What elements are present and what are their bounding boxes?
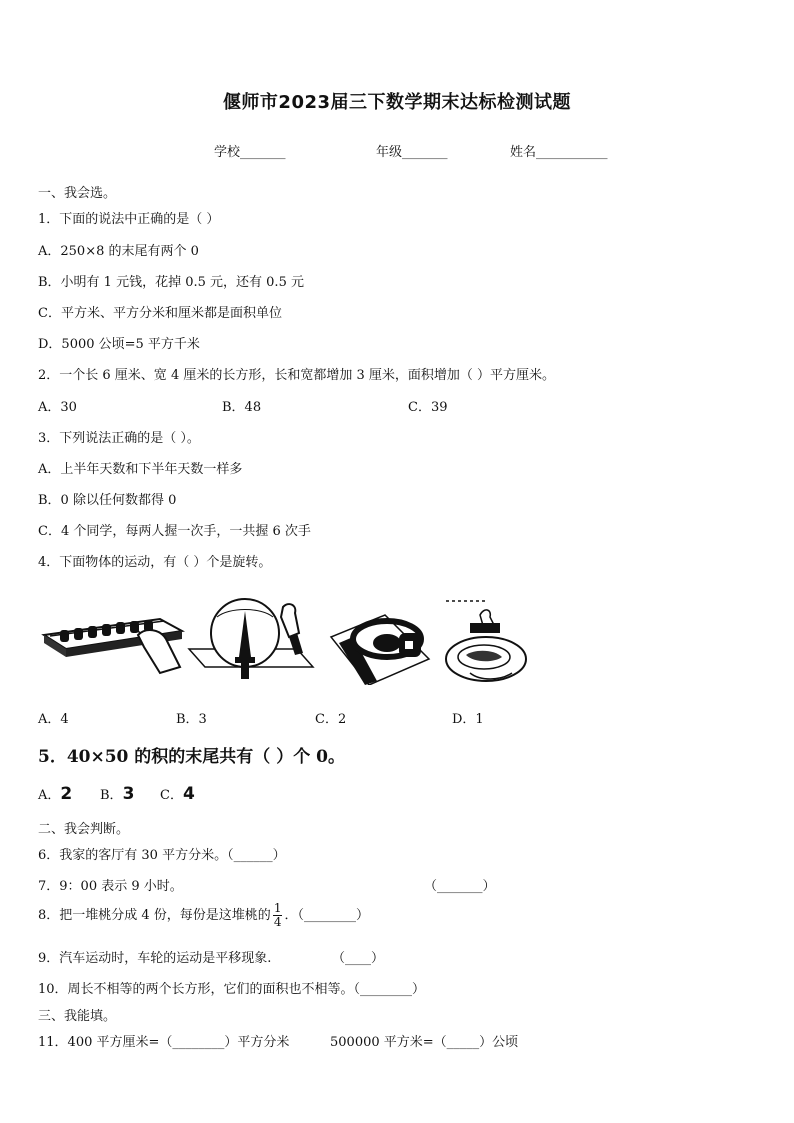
q4-option-c: C．2 xyxy=(315,712,347,727)
q8-text-before: 8．把一堆桃分成 4 份，每份是这堆桃的 xyxy=(38,908,271,923)
q1-option-b: B．小明有 1 元钱，花掉 0.5 元，还有 0.5 元 xyxy=(38,275,304,290)
name-field[interactable]: 姓名___________ xyxy=(510,145,608,160)
q3-stem: 3．下列说法正确的是（ ）。 xyxy=(38,431,200,446)
q1-option-a: A．250×8 的末尾有两个 0 xyxy=(38,244,199,259)
section1-heading: 一、我会选。 xyxy=(38,186,117,201)
q8 xyxy=(38,902,369,929)
q9-blank[interactable]: （____） xyxy=(332,951,385,966)
q8-fraction xyxy=(273,902,283,929)
q11-part-a: 11．400 平方厘米=（________）平方分米 xyxy=(38,1035,290,1050)
section2-heading: 二、我会判断。 xyxy=(38,822,130,837)
section3-heading: 三、我能填。 xyxy=(38,1009,117,1024)
q5-stem: 5．40×50 的积的末尾共有（ ）个 0。 xyxy=(38,747,345,767)
q3-option-c: C．4 个同学，每两人握一次手，一共握 6 次手 xyxy=(38,524,311,539)
q4-illustrations xyxy=(40,597,530,685)
q9-text: 9．汽车运动时，车轮的运动是平移现象. xyxy=(38,951,272,966)
q4-stem: 4．下面物体的运动，有（ ）个是旋转。 xyxy=(38,555,272,570)
q5-option-c-value: 4 xyxy=(182,784,195,804)
q6: 6．我家的客厅有 30 平方分米。（______） xyxy=(38,848,286,863)
q8-denominator: 4 xyxy=(273,915,282,929)
q5-option-b-value: 3 xyxy=(122,784,135,804)
q2-option-a: A．30 xyxy=(38,400,77,415)
q5-option-a xyxy=(38,784,72,804)
q1-stem: 1．下面的说法中正确的是（ ） xyxy=(38,212,220,227)
grade-field[interactable]: 年级_______ xyxy=(376,145,448,160)
page-title: 偃师市2023届三下数学期末达标检测试题 xyxy=(222,92,572,113)
steering-wheel-image xyxy=(325,597,435,685)
q11-part-b: 500000 平方米=（_____）公顷 xyxy=(330,1035,519,1050)
q3-option-a: A．上半年天数和下半年天数一样多 xyxy=(38,462,243,477)
q5-option-a-prefix: A． xyxy=(38,788,61,803)
q1-option-d: D．5000 公顷=5 平方千米 xyxy=(38,337,200,352)
q4-option-b: B．3 xyxy=(176,712,207,727)
q1-option-c: C．平方米、平方分米和厘米都是面积单位 xyxy=(38,306,282,321)
faucet-image xyxy=(440,597,530,685)
globe-image xyxy=(185,597,325,685)
q3-option-b: B．0 除以任何数都得 0 xyxy=(38,493,177,508)
q5-option-c-prefix: C． xyxy=(160,788,183,803)
q5-option-b xyxy=(100,784,134,804)
q10: 10．周长不相等的两个长方形，它们的面积也不相等。（________） xyxy=(38,982,426,997)
q8-numerator: 1 xyxy=(273,901,282,915)
q5-option-a-value: 2 xyxy=(60,784,73,804)
q7-blank[interactable]: （_______） xyxy=(424,879,496,894)
q7-text: 7．9：00 表示 9 小时。 xyxy=(38,879,183,894)
q4-option-a: A．4 xyxy=(38,712,69,727)
q2-stem: 2．一个长 6 厘米、宽 4 厘米的长方形，长和宽都增加 3 厘米，面积增加（ ）平方厘米。 xyxy=(38,368,556,383)
abacus-image xyxy=(40,597,185,685)
q5-option-c xyxy=(160,784,195,804)
q8-text-after: ．（________） xyxy=(284,908,369,923)
school-field[interactable]: 学校_______ xyxy=(214,145,286,160)
q4-option-d: D．1 xyxy=(452,712,484,727)
q5-option-b-prefix: B． xyxy=(100,788,123,803)
q2-option-b: B．48 xyxy=(222,400,262,415)
q2-option-c: C．39 xyxy=(408,400,448,415)
